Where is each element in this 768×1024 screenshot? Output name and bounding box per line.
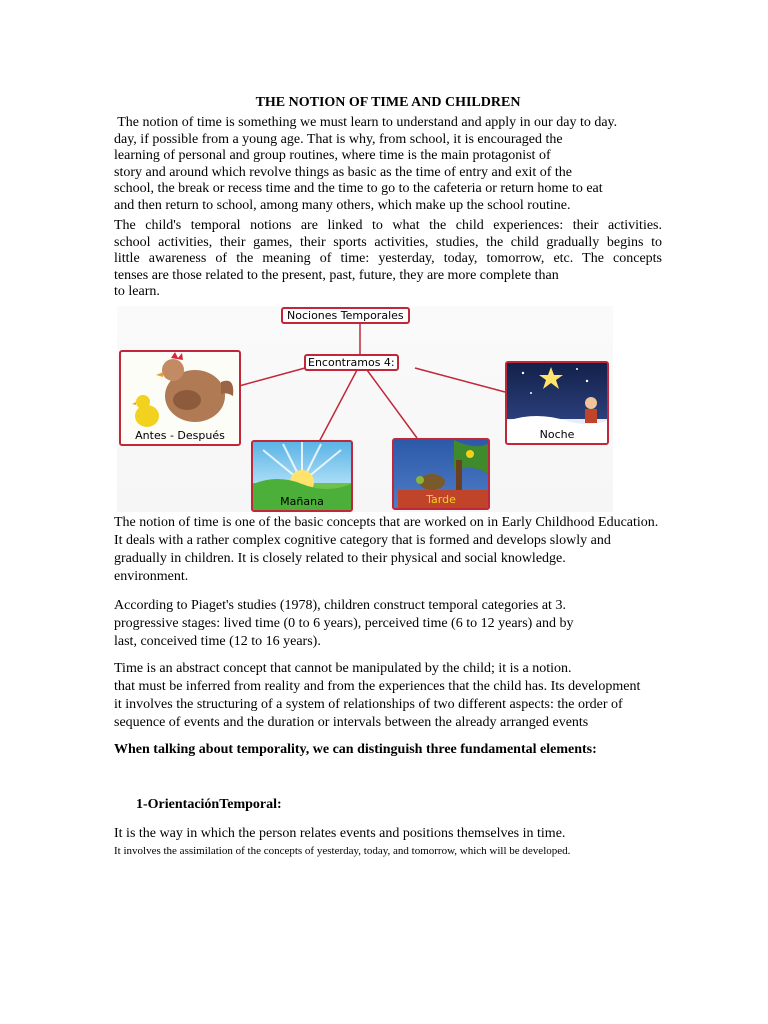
subsection-heading: 1-OrientaciónTemporal: (136, 797, 282, 812)
text-line: last, conceived time (12 to 16 years). (114, 634, 321, 649)
text-line: The notion of time is one of the basic concepts that are worked on in Early Childhood Education. (114, 515, 659, 530)
text-line: story and around which revolve things as basic as the time of entry and exit of the (114, 164, 572, 180)
connector-antes (239, 368, 305, 386)
hub-label: Encontramos 4: (304, 354, 399, 371)
node-label: Mañana (280, 495, 324, 508)
text-line: school, the break or recess time and the time to go to the cafeteria or return home to eat (114, 181, 603, 197)
text-line: gradually in children. It is closely related to their physical and social knowledge. (114, 551, 566, 566)
text-line: little awareness of the meaning of time: yesterday, today, tomorrow, etc. The concepts (114, 251, 662, 267)
text-line: to learn. (114, 284, 160, 300)
paragraph-6: It is the way in which the person relates events and positions themselves in time. (114, 826, 566, 841)
paragraph-1 (114, 115, 662, 215)
node-label: Noche (539, 428, 575, 441)
node-label: Tarde (426, 493, 456, 506)
node-tarde (392, 438, 490, 510)
text-line: learning of personal and group routines, where time is the main protagonist of (114, 148, 551, 164)
connector-tarde (367, 370, 417, 438)
text-line: it involves the structuring of a system of relationships of two different aspects: the order of (114, 697, 623, 712)
text-line: tenses are those related to the present, past, future, they are more complete than (114, 267, 559, 283)
document-title: THE NOTION OF TIME AND CHILDREN (255, 95, 521, 110)
node-label: Antes - Después (135, 429, 225, 442)
paragraph-2 (114, 218, 662, 301)
text-line: environment. (114, 569, 189, 584)
text-line: It deals with a rather complex cognitive category that is formed and develops slowly and (114, 533, 611, 548)
paragraph-7: It involves the assimilation of the concepts of yesterday, today, and tomorrow, which will be developed. (114, 845, 571, 857)
paragraph-4 (114, 597, 674, 651)
paragraph-5 (114, 660, 674, 732)
text-line: The child's temporal notions are linked to what the child experiences: their activities. (114, 218, 662, 233)
node-antes-despues (119, 350, 241, 446)
text-line: day, if possible from a young age. That is why, from school, it is encouraged the (114, 131, 563, 147)
text-line: school activities, their games, their sports activities, studies, the child gradually begins to (114, 234, 662, 250)
connector-manana (319, 370, 357, 442)
text-line: and then return to school, among many others, which make up the school routine. (114, 197, 571, 213)
text-line: sequence of events and the duration or intervals between the already arranged events (114, 715, 589, 730)
section-heading: When talking about temporality, we can distinguish three fundamental elements: (114, 742, 597, 757)
text-line: The notion of time is something we must learn to understand and apply in our day to day. (114, 115, 618, 130)
connector-noche (415, 368, 505, 392)
text-line: that must be inferred from reality and from the experiences that the child has. Its development (114, 679, 641, 694)
text-line: progressive stages: lived time (0 to 6 years), perceived time (6 to 12 years) and by (114, 616, 574, 631)
root-label: Nociones Temporales (281, 307, 410, 324)
paragraph-3 (114, 514, 674, 586)
temporal-notions-diagram (117, 306, 613, 512)
text-line: Time is an abstract concept that cannot be manipulated by the child; it is a notion. (114, 661, 572, 676)
node-manana (251, 440, 353, 512)
text-line: According to Piaget's studies (1978), children construct temporal categories at 3. (114, 598, 566, 613)
node-noche (505, 361, 609, 445)
